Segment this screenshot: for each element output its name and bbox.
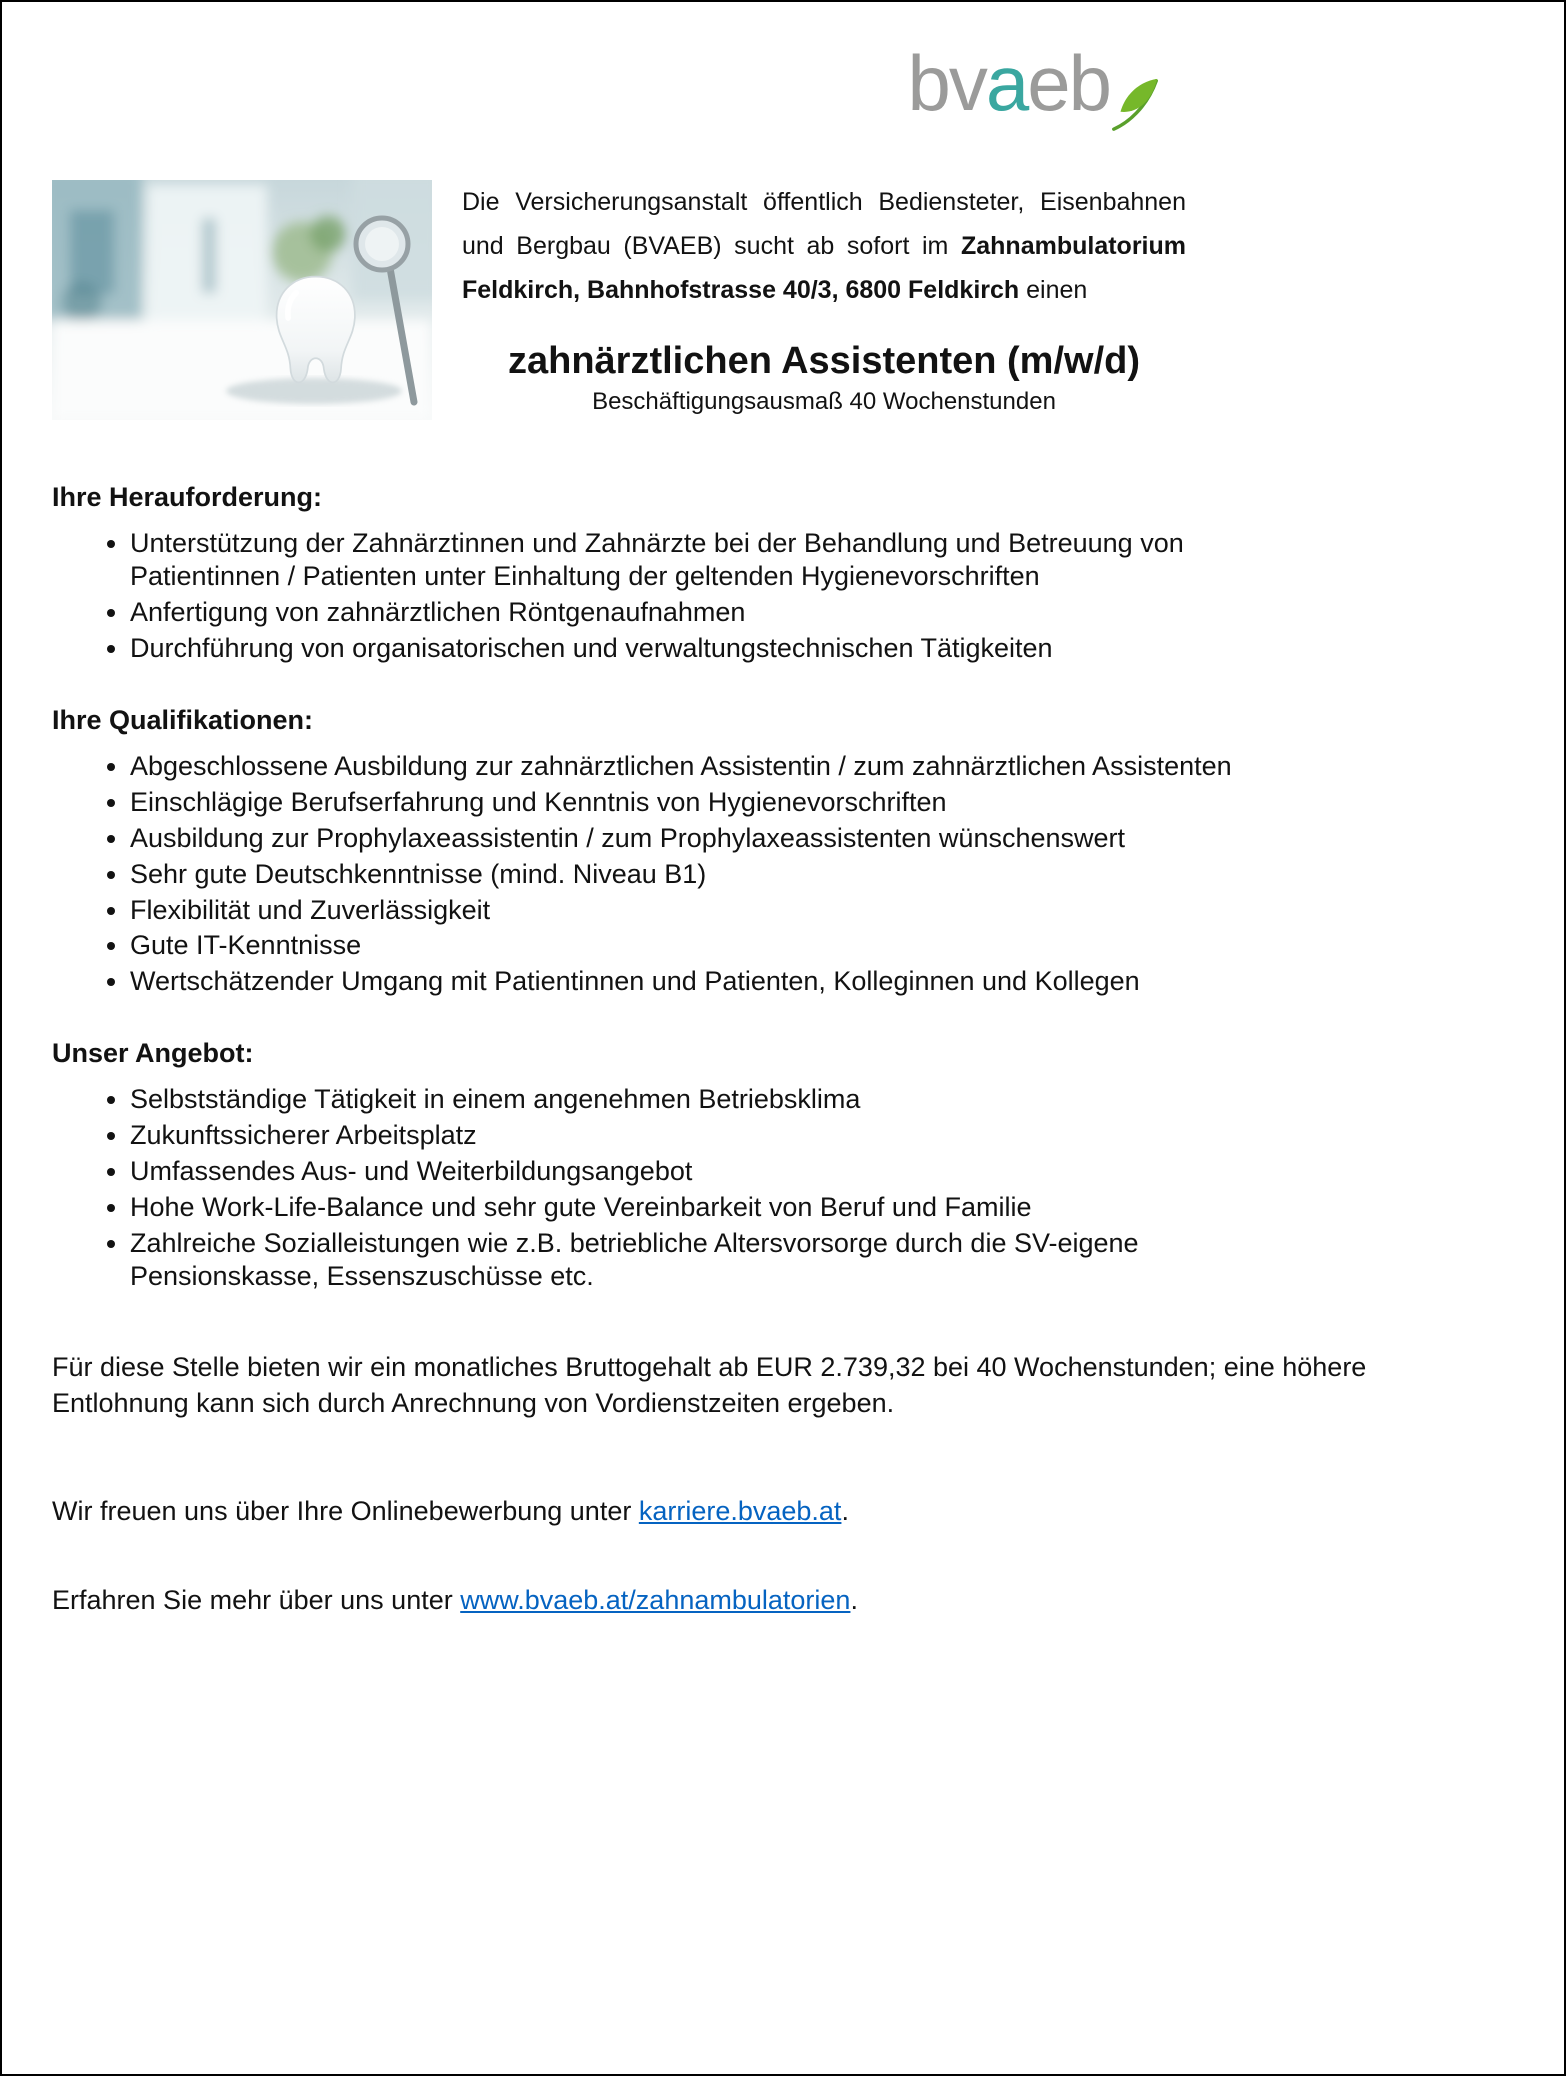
job-title: zahnärztlichen Assistenten (m/w/d) (507, 340, 1141, 382)
header-row (52, 180, 1514, 420)
list-item: • Zukunftssicherer Arbeitsplatz (130, 1119, 1290, 1152)
section-heading: Unser Angebot: (52, 1038, 254, 1069)
list-item: • Wertschätzender Umgang mit Patientinnen und Patienten, Kolleginnen und Kollegen (130, 965, 1290, 998)
more-info-text: Erfahren Sie mehr über uns unter (52, 1584, 461, 1615)
leaf-icon (1106, 70, 1164, 134)
logo-text-gray-1: bv (907, 39, 986, 127)
intro-paragraph (462, 180, 1186, 312)
list-item: • Flexibilität und Zuverlässigkeit (130, 894, 1290, 927)
application-paragraph (52, 1496, 1514, 1527)
list-item: • Durchführung von organisatorischen und verwaltungstechnischen Tätigkeiten (130, 632, 1290, 665)
more-info-text-suffix: . (850, 1584, 858, 1615)
application-text: Wir freuen uns über Ihre Onlinebewerbung unter (52, 1495, 639, 1526)
intro-line-1: Die Versicherungsanstalt öffentlich Bediensteter, Eisenbahnen (462, 188, 1186, 216)
logo-text-teal: a (985, 39, 1028, 127)
section-offer (52, 1038, 1514, 1293)
intro-line-2-bold: Zahnambulatorium (960, 232, 1186, 260)
karriere-link[interactable]: karriere.bvaeb.at (638, 1495, 842, 1526)
logo-text-gray-2: eb (1027, 39, 1110, 127)
more-info-paragraph (52, 1585, 1514, 1616)
list-item: • Zahlreiche Sozialleistungen wie z.B. betriebliche Altersvorsorge durch die SV-eigene Pensionskasse, Essenszuschüsse etc. (130, 1227, 1290, 1293)
tooth-shadow (226, 378, 402, 404)
logo-row (52, 39, 1514, 127)
bvaeb-logo (907, 39, 1164, 127)
section-heading: Ihre Qualifikationen: (52, 704, 314, 735)
hero-image (52, 180, 432, 420)
list-item: • Ausbildung zur Prophylaxeassistentin / zum Prophylaxeassistenten wünschenswert (130, 822, 1290, 855)
list-item: • Anfertigung von zahnärztlichen Röntgenaufnahmen (130, 596, 1290, 629)
offer-list (52, 1083, 1290, 1293)
qualifications-list (52, 750, 1290, 999)
job-subtitle: Beschäftigungsausmaß 40 Wochenstunden (592, 387, 1056, 415)
list-item: • Hohe Work-Life-Balance und sehr gute Vereinbarkeit von Beruf und Familie (130, 1191, 1290, 1224)
list-item: • Unterstützung der Zahnärztinnen und Zahnärzte bei der Behandlung und Betreuung von Patientinnen / Patienten unter Einhaltung der geltenden Hygienevorschriften (130, 527, 1290, 593)
list-item: • Umfassendes Aus- und Weiterbildungsangebot (130, 1155, 1290, 1188)
application-text-suffix: . (841, 1495, 849, 1526)
section-challenges (52, 482, 1514, 665)
list-item: • Abgeschlossene Ausbildung zur zahnärztlichen Assistentin / zum zahnärztlichen Assistenten (130, 750, 1290, 783)
list-item: • Einschlägige Berufserfahrung und Kenntnis von Hygienevorschriften (130, 786, 1290, 819)
section-heading: Ihre Herauforderung: (52, 482, 323, 512)
list-item: • Selbstständige Tätigkeit in einem angenehmen Betriebsklima (130, 1083, 1290, 1116)
intro-line-3-text: einen (1019, 276, 1088, 304)
list-item: • Gute IT-Kenntnisse (130, 929, 1290, 962)
salary-paragraph: Für diese Stelle bieten wir ein monatliches Bruttogehalt ab EUR 2.739,32 bei 40 Wochenstunden; eine höhere Entlohnung kann sich durch Anrechnung von Vordienstzeiten ergeben. (52, 1351, 1367, 1419)
intro-line-3-bold: Feldkirch, Bahnhofstrasse 40/3, 6800 Feldkirch (462, 276, 1020, 304)
section-qualifications (52, 705, 1514, 999)
challenges-list (52, 527, 1290, 665)
intro-line-3 (462, 268, 1186, 312)
intro-column (462, 180, 1186, 420)
intro-line-2-text: und Bergbau (BVAEB) sucht ab sofort im (462, 232, 961, 260)
intro-line-2 (462, 224, 1186, 268)
zahnambulatorien-link[interactable]: www.bvaeb.at/zahnambulatorien (460, 1584, 851, 1615)
list-item: • Sehr gute Deutschkenntnisse (mind. Niveau B1) (130, 858, 1290, 891)
